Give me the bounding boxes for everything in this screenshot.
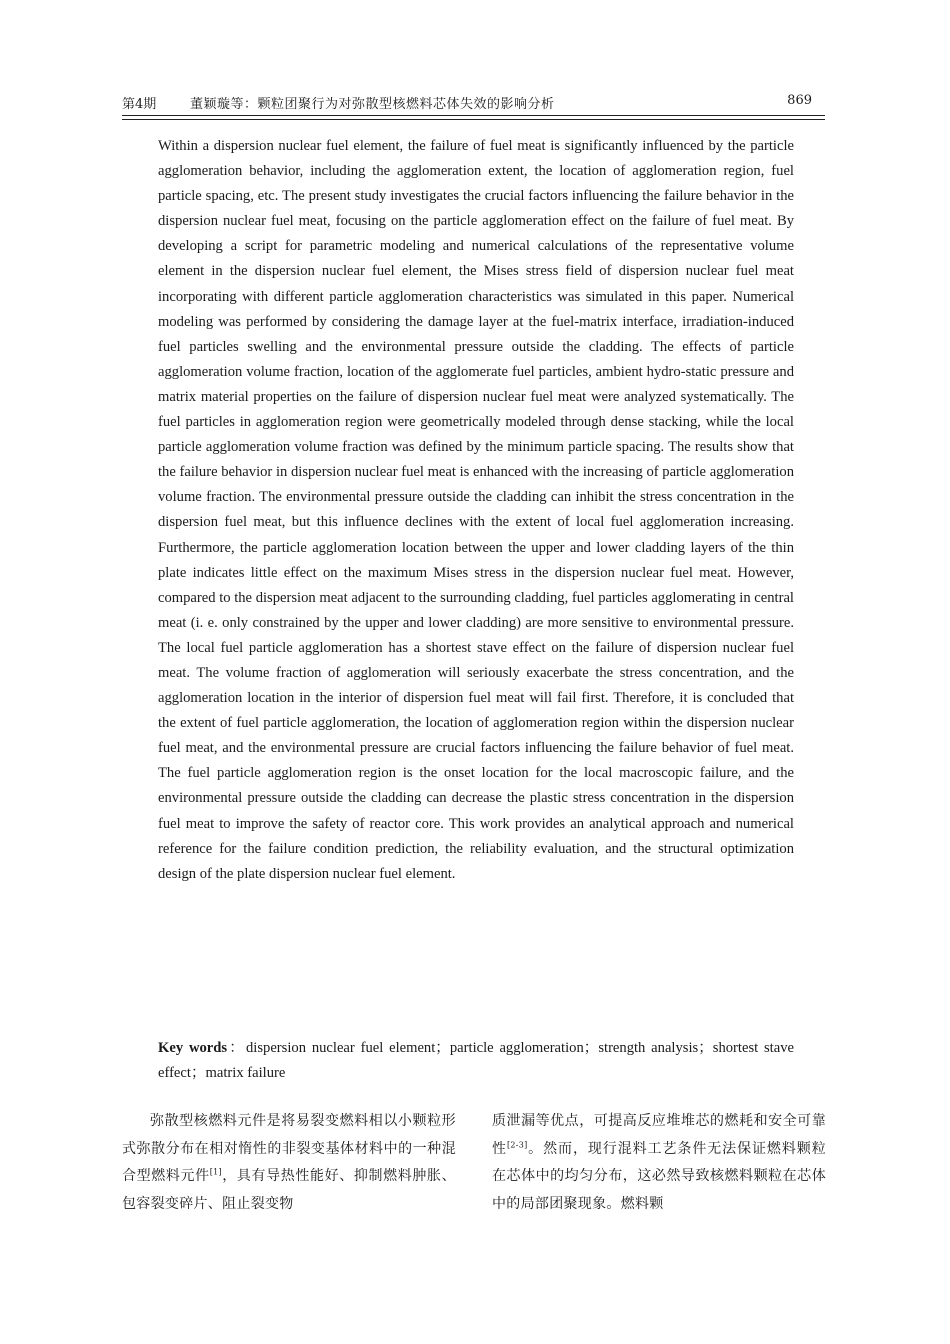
citation-ref: [2-3]: [506, 1139, 528, 1149]
keywords-label: Key words: [158, 1040, 228, 1056]
body-text-right: 质泄漏等优点，可提高反应堆堆芯的燃耗和安全可靠性: [492, 1113, 826, 1157]
keywords-text: ：dispersion nuclear fuel element；particle agglomeration；strength analysis；shortest stave effect；matrix failure: [158, 1040, 794, 1081]
abstract: [158, 134, 794, 887]
body-paragraph-right: [492, 1108, 826, 1218]
body-column-right: [492, 1108, 826, 1218]
body-paragraph-left: [122, 1108, 456, 1218]
abstract-text: Within a dispersion nuclear fuel element, the failure of fuel meat is significantly influenced by the particle agglomeration behavior, including the agglomeration extent, the location of agglomeration region, fuel particle spacing, etc. The present study investigates the crucial factors influencing the failure behavior in the dispersion nuclear fuel meat, focusing on the particle agglomeration effect on the failure of fuel meat. By developing a script for parametric modeling and numerical calculations of the representative volume element in the dispersion nuclear fuel element, the Mises stress field of dispersion nuclear fuel meat incorporating with different particle agglomeration characteristics was simulated in this paper. Numerical modeling was performed by considering the damage layer at the fuel-matrix interface, irradiation-induced fuel particles swelling and the environmental pressure outside the cladding. The effects of particle agglomeration volume fraction, location of the agglomerate fuel particles, ambient hydro-static pressure and matrix material properties on the failure of dispersion nuclear fuel meat were analyzed systematically. The fuel particles in agglomeration region were geometrically modeled through dense stacking, while the local particle agglomeration volume fraction was defined by the minimum particle spacing. The results show that the failure behavior in dispersion nuclear fuel meat is enhanced with the increasing of particle agglomeration volume fraction. The environmental pressure outside the cladding can inhibit the stress concentration in the dispersion fuel meat, but this influence declines with the extent of local fuel agglomeration increasing. Furthermore, the particle agglomeration location between the upper and lower cladding layers of the thin plate indicates little effect on the maximum Mises stress in the dispersion nuclear fuel meat. However, compared to the dispersion meat adjacent to the surrounding cladding, fuel particles agglomerating in central meat (i. e. only constrained by the upper and lower cladding) are more sensitive to environmental pressure. The local fuel particle agglomeration has a shortest stave effect on the failure of dispersion nuclear fuel meat. The volume fraction of agglomeration will seriously exacerbate the stress concentration, and the agglomeration location in the interior of dispersion fuel meat will fail first. Therefore, it is concluded that the extent of fuel particle agglomeration, the location of agglomeration region within the dispersion nuclear fuel meat, and the environmental pressure are crucial factors influencing the failure behavior of fuel meat. The fuel particle agglomeration region is the onset location for the local macroscopic failure, and the environmental pressure outside the cladding can decrease the plastic stress concentration in the dispersion fuel meat to improve the safety of reactor core. This work provides an analytical approach and numerical reference for the failure condition prediction, the reliability evaluation, and the structural optimization design of the plate dispersion nuclear fuel element.: [158, 138, 794, 882]
issue-number: 第4期: [122, 97, 157, 112]
running-header: [122, 93, 812, 113]
body-text-left-cont: ，具有导热性能好、抑制燃料肿胀、包容裂变碎片、阻止裂变物: [122, 1168, 456, 1212]
keywords: [158, 1036, 794, 1086]
page-number: 869: [787, 93, 812, 108]
header-rule-thin: [122, 119, 825, 120]
citation-ref: [1]: [209, 1167, 222, 1177]
running-title: 董颖璇等：颗粒团聚行为对弥散型核燃料芯体失效的影响分析: [190, 97, 555, 112]
header-rule-thick: [122, 115, 825, 116]
body-column-left: [122, 1108, 456, 1218]
body-text-left: 弥散型核燃料元件是将易裂变燃料相以小颗粒形式弥散分布在相对惰性的非裂变基体材料中的一种混合型燃料元件: [122, 1113, 456, 1184]
body-text-right-cont: 。然而，现行混料工艺条件无法保证燃料颗粒在芯体中的均匀分布，这必然导致核燃料颗粒在芯体中的局部团聚现象。燃料颗: [492, 1140, 827, 1212]
